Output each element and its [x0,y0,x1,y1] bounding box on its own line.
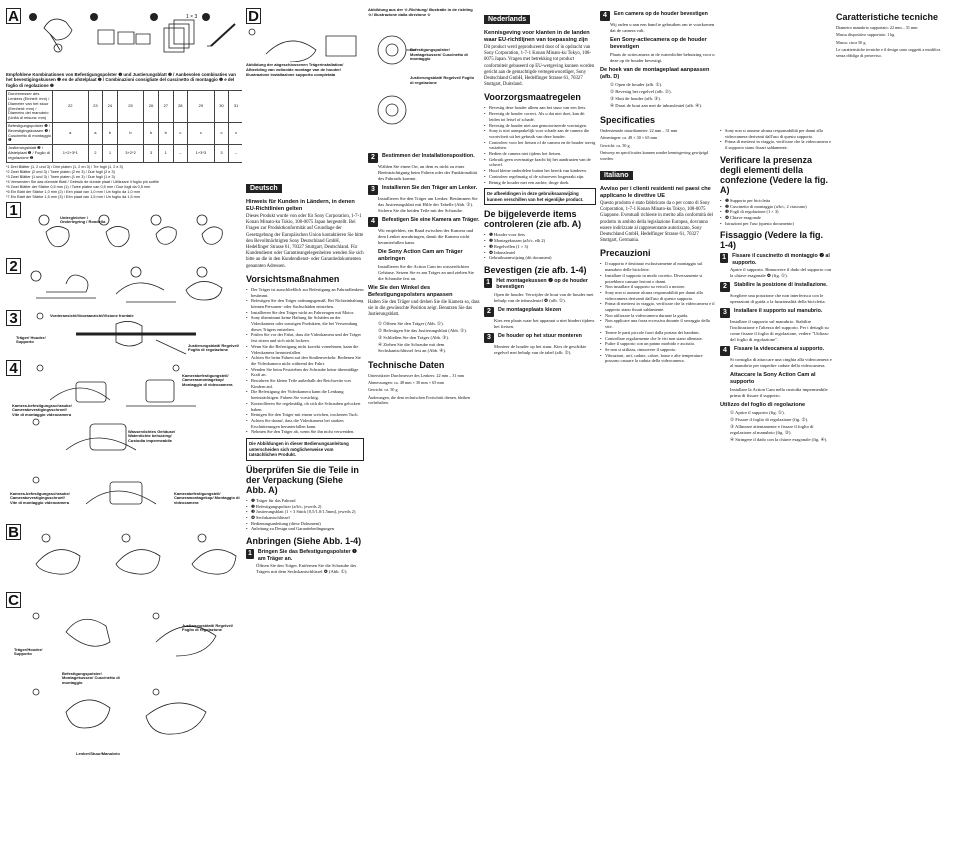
figure-d-label: D [246,8,261,24]
adjust-step: ④ Stringere il dado con la chiave esagonale (fig. ④). [730,437,828,443]
combination-table [6,90,242,162]
adjust-step: ① Öffnen Sie den Träger (Abb. ①). [378,320,444,326]
nl-contents-list [484,232,596,261]
holder-label: Träger/ Houder/ Supporto [16,334,46,345]
cell: 23 [88,91,103,123]
nl-eu-notice-title: Kennisgeving voor klanten in de landen waar EU-richtlijnen van toepassing zijn [484,30,590,43]
list-item: • Sony non si assume alcuna responsabilità per danni alla videocamera derivanti dall'uso di questo supporto. [720,128,832,139]
waterproof-case-label: Wasserdichtes Gehäuse/ Waterdichte behuizing/ Custodia impermeabile [128,428,176,443]
nl-adjust-title: De hoek van de montageplaat aanpassen (afb. D) [600,67,710,80]
spec-line: Diametro manubrio supportato: 22 mm – 31 mm [836,25,918,30]
spacer [246,77,364,177]
step-detail: Open de houder. Verwijder de bout van de houder met behulp van de inbussleutel ❹ (afb. ①). [494,291,594,303]
washer-label: Untergleicher / Onderlegring / Rondella [60,214,106,225]
list-item: • Kontrollieren Sie regelmäßig, ob sich die Schrauben gelockert haben. [246,401,364,412]
step-title: Het montagekussen ❷ op de houder bevestigen [496,277,588,291]
figure-c-label: C [6,592,21,608]
it-eu-notice-title: Avviso per i clienti residenti nei paesi che applicano le direttive UE [600,186,711,200]
nl-step-2 [484,307,596,317]
spec-line: Afmetingen: ca. 48 × 30 × 65 mm [600,135,658,141]
step-number: 3 [484,333,494,343]
step-title: Een camera op de houder bevestigen [614,11,708,17]
list-item: • Il supporto è destinato esclusivamente al montaggio sul manubrio delle biciclette. [600,261,716,272]
de-eu-notice-title: Hinweis für Kunden in Ländern, in denen EU-Richtlinien gelten [246,199,355,212]
cell: 1+3*3 [188,145,215,162]
nl-safety-list [484,105,596,185]
list-item: • ❷ Montagekussen (a/b/c, elk 2) [484,238,596,244]
step-detail: Aprire il supporto. Rimuovere il dado del supporto con la chiave esagonale ❹ (fig. ①). [730,267,832,279]
pad-label-c: Befestigungspolster/ Montagekussen/ Cuscinetto di montaggio [62,670,120,685]
figure-d-inset-label: Abbildung aus der ☆-Richtung/ Illustratie in de richting ☆/ Illustrazione dalla direzione ☆ [368,7,473,17]
list-item: • Non installare il supporto su veicoli a motore. [600,284,716,290]
step-number: 4 [600,11,610,21]
de-adjust-title: Wie Sie den Winkel des Befestigungspolsters anpassen [368,285,453,298]
de-step-3 [368,185,480,195]
step-number: 2 [368,153,378,163]
list-item: • Nehmen Sie den Träger ab, wenn Sie ihn nicht verwenden. [246,429,364,435]
figure-2 [6,258,242,310]
list-item: • ❸ Fogli di regolazione (1 × 3) [720,209,832,215]
step-number: 3 [720,308,730,318]
footnote: *2 Zwei Blätter (2 und 3) / Twee platen (2 en 3) / Due fogli (2 e 3) [6,169,115,174]
list-item: • Befestigen Sie den Träger ordnungsgemäß. Bei Nichteinhaltung können Personen- oder Sachschäden entstehen. [246,298,364,309]
list-item: • Istruzioni per l'uso (questo documento) [720,221,832,227]
figure-d-inset-illustration [368,30,478,150]
footnote: *5 Zwei Blätter der Stärke 0,5 mm (1) / Twee platen van 0,5 mm / Due fogli da 0,5 mm [6,184,151,189]
nl-safety-title: Voorzorgsmaatregelen [484,92,581,103]
cell: 22 [53,91,89,123]
figure-d-sheet-label: Justierungsblatt/ Regelvel/ Foglio di regolazione [410,75,475,85]
de-cam-title: Die Sony Action Cam am Träger anbringen [378,249,463,262]
step-detail: Wij raden u aan een band te gebruiken om te voorkomen dat de camera valt. [610,22,715,33]
cell: a [88,123,103,145]
step-number: 3 [368,185,378,195]
cell: 25 [117,91,144,123]
adjust-step: ② Befestigen Sie das Justierungsblatt (Abb. ②). [378,327,467,333]
list-item: • ❶ Träger für das Fahrrad [246,498,364,504]
list-item: • Controleer voor het fietsen of de camera en de houder stevig vastzitten. [484,140,596,151]
step-title: Bringen Sie das Befestigungspolster ❶ am Träger an. [257,549,357,562]
spec-line: Gewicht: ca. 50 g [600,142,630,148]
nl-note-box: De afbeeldingen in deze gebruiksaanwijzing kunnen verschillen van het eigenlijke product. [484,188,596,205]
camera-screw-label-2: Kamera-befestigungsschraube/ Camerabevestigingsschroef/ Vite di montaggio videocamera [10,490,70,505]
cell: 30 [214,91,229,123]
step-number: 4 [368,217,378,227]
list-item: • Gebruik geen overmatige kracht bij het aandraaien van de schroef. [484,157,596,168]
it-contents-list [720,198,832,227]
cell: 26 [144,91,159,123]
step-detail: Wählen Sie einen Ort, an dem es nicht zu einer Beeinträchtigung beim Fahren oder der Funktionalität des Fahrrads kommt. [378,164,478,181]
lang-tab-nederlands: Nederlands [484,15,530,24]
step-detail: Installieren Sie den Träger am Lenker. Bestimmen Sie das Justierungsblatt mit Hilfe der Tabelle (Abb. ②). Sichern Sie die beiden Teile mit der Schraube. [378,196,478,213]
adjust-step: ① Aprire il supporto (fig. ①). [730,410,785,416]
table-row [7,145,243,162]
list-item: • Non utilizzare la videocamera durante la guida. [600,313,716,319]
cell: 3 [214,145,229,162]
list-item: • Controleer regelmatig of de schroeven losgeraakt zijn. [484,174,596,180]
cell: 3 [144,145,159,162]
adjust-sheet-label: Justierungsblatt/ Regelvel/ Foglio di regolazione [188,342,239,353]
step-title: Bestimmen der Installationsposition. [382,153,475,159]
nl-eu-notice: Dit product werd geproduceerd door of in opdracht van Sony Corporation, 1-7-1 Konan Minato-ku Tokyo, 108-0075 Japan. Vragen met betrekking tot product conformiteit gebaseerd op EU-wetgeving kunnen worden gericht aan de gemachtigde vertegenwoordiger, Sony Deutschland GmbH, Hedelfinger Strasse 61, 70327 Stuttgart, Duitsland. [484,45,595,88]
cell: 27 [158,91,173,123]
list-item: • ❸ Regelvellen (1 × 3) [484,244,596,250]
sheet-label-c: Justierungsblatt/ Regelvel/ Foglio di regolazione [182,622,233,633]
spec-line: Le caratteristiche tecniche e il design sono soggetti a modifica senza obbligo di preavviso. [836,47,941,58]
italian-column-3 [836,8,948,128]
it-specs-title: Caratteristiche tecniche [836,12,939,22]
step-title: De houder op het stuur monteren [498,332,582,339]
spec-line: Ondersteunde stuurdiameter: 22 mm – 31 mm [600,128,678,133]
it-step-1 [720,253,832,266]
step-number: 2 [484,307,494,317]
list-item: • Installieren Sie den Träger nicht an Fahrzeugen mit Motor. [246,310,364,316]
nl-tech-title: Specificaties [600,115,656,125]
spec-line: Abmessungen: ca. 48 mm × 30 mm × 65 mm [368,380,444,386]
step-detail: Wir empfehlen, ein Band zwischen der Kamera und dem Lenker anzubringen, damit die Kamera nicht herunterfallen kann. [378,228,474,245]
list-item: • ❹ Sechskantschlüssel [246,515,364,521]
de-eu-notice: Dieses Produkt wurde von oder für Sony Corporation, 1-7-1 Konan Minato-ku Tokio, 108-0075 Japan hergestellt. Bei Fragen zur Produktkonformität auf Grundlage der Gesetzgebung der Europäischen Union kontaktieren Sie bitte den Bevollmächtigten Sony Deutschland GmbH, Hedelfinger Strasse 61, 70327 Stuttgart, Deutschland. Für Kundendienst oder Garantieangelegenheiten wenden Sie sich bitte an die in den Kundendienst- oder Garantiedokumenten genannten Adressen. [246,214,364,269]
cell: 1+2+3*1 [53,145,89,162]
camera-screw-label: Kamera-befestigungsschraube/ Camerabevestigingsschroef/ Vite di montaggio videocamera [12,402,72,417]
camera-mount-label: Kamerabefestigungsteil/ Camerasmontagekop/ Montaggio di videocamera [182,372,233,387]
list-item: • Achten Sie darauf, dass die Videokamera bei starken Erschütterungen herunterfallen kann. [246,418,364,429]
list-item: • Bewahren Sie kleine Teile außerhalb der Reichweite von Kindern auf. [246,378,364,389]
cell: b [158,123,173,145]
it-cam-title: Attaccare la Sony Action Cam al supporto [730,372,816,386]
list-item: • Der Träger ist ausschließlich zur Befestigung an Fahrradlenkern bestimmt. [246,287,364,298]
step-title: Installieren Sie den Träger am Lenker. [382,185,478,191]
cell: 29 [188,91,215,123]
adjust-step: ② Bevestig het regelvel (afb. ②). [610,89,672,94]
list-item: • Vibrazioni, urti, cadute, calore, basse e alte temperature possono causare la caduta della videocamera. [600,353,716,364]
step-title: Befestigen Sie eine Kamera am Träger. [382,217,480,223]
step2-illustration [6,258,242,310]
footnote: *6 Ein Blatt der Stärke 1,0 mm (2) / Eén plaat van 1,0 mm / Un foglio da 1,0 mm [6,189,141,194]
list-item: • Installare il supporto in modo corretto. Diversamente si potrebbero causare lesioni o danni. [600,273,716,284]
step-number: 2 [720,282,730,292]
footnote: *1 Drei Blätter (1, 2 und 3) / Drie platen (1, 2 en 3) / Tre fogli (1, 2 e 3) [6,164,123,169]
figure-b-illustration [6,524,242,588]
nl-step-4 [600,11,716,21]
footnote: *7 Ein Blatt der Stärke 1,5 mm (3) / Eén plaat van 1,5 mm / Un foglio da 1,5 mm [6,194,141,199]
row-head-sheet: Justierungsblatt ❷ / Afstelplaat ❷ / Foglio di regolazione ❷ [7,145,53,162]
de-contents-title: Überprüfen Sie die Teile in der Verpackung (Siehe Abb. A) [246,464,359,495]
cell: 1 [158,145,173,162]
it-extra-list [720,128,832,151]
step-number: 1 [484,278,492,288]
list-item: • ❶ Houder voor fiets [484,232,596,238]
list-item: • Sony is niet aansprakelijk voor schade aan de camera die voortvloeit uit het gebruik van deze houder. [484,128,596,139]
figure-1-label: 1 [6,202,21,218]
german-column-1 [246,8,364,843]
de-tech-title: Technische Daten [368,359,445,370]
figure-d-illustration [246,26,364,62]
list-item: • Sony übernimmt keine Haftung für Schäden an der Videokamera oder sonstigen Produkten, die bei Verwendung dieses Trägers entstehen. [246,315,364,332]
nl-mount-title: Bevestigen (zie afb. 1-4) [484,264,587,275]
step-number: 4 [720,346,730,356]
step-title: Fissare la videocamera al supporto. [734,346,825,353]
footnote: *4 Verwenden Sie das dünnste Blatt / Gebruik de dunste plaat / Utilizzare il foglio più sottile [6,179,159,184]
cell: 3+2*2 [117,145,144,162]
figure-3-label: 3 [6,310,21,326]
step-title: Stabilire la posizione di installazione. [734,282,828,289]
spec-line: Ontwerp en specificaties kunnen zonder kennisgeving gewijzigd worden. [600,150,709,161]
de-cam-text: Installieren Sie die Action Cam im wasserdichten Gehäuse. Setzen Sie es am Träger an und ziehen Sie die Schraube fest an. [378,264,474,281]
figure-d-pad-label: Befestigungspolster/ Montagekussen/ Cuscinetto di montaggio [410,47,468,62]
list-item: • ❷ Cuscinetto di montaggio (a/b/c, 2 ciascuno) [720,204,832,210]
list-item: • Reinig de houder met een zachte, droge doek. [484,180,596,186]
lang-tab-italiano: Italiano [600,171,633,180]
list-item: • Bevestig de houder correct. Als u dat niet doet, kan dit leiden tot letsel of schade. [484,111,596,122]
table-row [7,91,243,123]
step-detail: Monteer de houder op het stuur. Kies de geschikte regelvel met behulp van de tabel (afb. ②). [494,343,587,355]
list-item: • ❹ Chiave esagonale [720,215,832,221]
spec-line: Unterstützter Durchmesser des Lenkers: 22 mm – 31 mm [368,372,465,378]
adjust-step: ④ Ziehen Sie die Schraube mit dem Sechskantschlüssel fest an (Abb. ④). [378,341,447,353]
dutch-column-1 [484,8,596,843]
cell: 2 [88,145,103,162]
figure-3 [6,310,242,360]
list-item: • ❹ Inbussleutel [484,250,596,256]
figure-c-illustration [6,592,242,762]
figure-4-detail [6,474,242,522]
de-safety-title: Vorsichtsmaßnahmen [246,273,340,284]
lang-tab-deutsch: Deutsch [246,184,282,193]
figure-b [6,524,242,588]
de-step-2 [368,153,480,163]
adjust-step: ③ Allineare attentamente e fissare il foglio di regolazione al manubrio (fig. ③). [730,424,814,436]
adjust-step: ① Open de houder (afb. ①). [610,82,663,87]
list-item: • Bevestig deze houder alleen aan het stuur van een fiets. [484,105,596,111]
list-item: • Se non si utilizza, rimuovere il supporto. [600,347,716,353]
combo-heading: Empfohlene Kombinationen von Befestigungspolster ❶ und Justierungsblatt ❷ / Aanbevolen combinaties van het bevestigingskussen ❶ en de afstelplaat ❷ / Combinazioni consigliate del cuscinetto di montaggio ❶ e del foglio di regolazione ❷ [6,72,236,88]
it-adjust-title: Utilizzo del foglio di regolazione [720,402,806,409]
it-safety-title: Precauzioni [600,248,651,259]
cell: b [103,123,118,145]
step-detail: Scegliere una posizione che non interferisca con le operazioni di guida o la funzionalità della bicicletta. [730,293,826,305]
list-item: • ❸ Justierungsblatt (1 × 3 Stück [0,5/1,0/1,5mm], jeweils 2) [246,509,364,515]
list-item: • Reinigen Sie den Träger mit einem weichen, trockenen Tuch. [246,412,364,418]
nl-cam-title: Een Sony-actiecamera op de houder bevestigen [610,37,707,50]
footnotes [6,165,242,200]
parts-illustration [6,8,242,70]
de-mount-title: Anbringen (Siehe Abb. 1-4) [246,536,362,547]
step-title: Fissare il cuscinetto di montaggio ❷ al supporto. [732,253,830,266]
list-item: • Gebruiksaanwijzing (dit document) [484,255,596,261]
step1-illustration [6,206,242,258]
camera-mount-label-2: Kamerabefestigungsteil/ Cameramontagekop/ Montaggio di videocamera [174,490,240,505]
it-step-4 [720,346,832,356]
cell: 1 [103,145,118,162]
cell: b [144,123,159,145]
german-column-2 [368,150,480,840]
list-item: • Controllare regolarmente che le viti non siano allentate. [600,336,716,342]
de-step-4 [368,217,480,227]
cell: 24 [103,91,118,123]
parts-count: 1 × 3 [186,14,198,20]
cell: b [117,123,144,145]
it-mount-title: Fissaggio (Vedere la fig. 1-4) [720,230,824,251]
de-contents-list [246,498,364,532]
list-item: • Wenn Sie die Befestigung nicht korrekt vornehmen, kann die Videokamera herunterfallen. [246,344,364,355]
list-item: • Pulire il supporto con un panno morbido e asciutto. [600,341,716,347]
adjust-step: ④ Draai de bout aan met de inbussleutel (afb. ④). [610,103,703,108]
it-step-2 [720,282,832,292]
handlebar-label-c: Lenker/Stuur/Manubrio [76,750,120,756]
cell: – [173,145,188,162]
step-detail: Si consiglia di attaccare una cinghia alla videocamera e al manubrio per impedire cadute della videocamera. [730,357,832,369]
list-item: • Bevestig de houder niet aan gemotoriseerde voertuigen. [484,123,596,129]
spacer [720,8,832,128]
list-item: • Achten Sie beim Fahren auf den Straßenverkehr. Bedienen Sie die Videokamera nicht während der Fahrt. [246,355,364,366]
cell: a [53,123,89,145]
cell: – [229,145,242,162]
it-contents-title: Verificare la presenza degli elementi della confezione (Vedere la fig. A) [720,154,829,195]
nl-step-1 [484,278,596,291]
list-item: • Tenere le parti piccole fuori dalla portata dei bambini. [600,330,716,336]
nl-cam-text: Plaats de actiecamera in de waterdichte behuizing voor u deze op de houder bevestigt. [610,52,715,63]
it-step-3 [720,308,832,318]
spec-line: Massa dispositivo supportato: 1 kg [836,32,895,38]
footnote: *3 Zwei Blätter (1 und 3) / Twee platen (1 en 3) / Due fogli (1 e 3) [6,174,115,179]
de-adjust-text: Halten Sie den Träger und drehen Sie die Kamera so, dass sie in die gewünschte Position zeigt. Benutzen Sie das Justierungsblatt. [368,300,480,318]
step-title: De montageplaats kiezen [498,306,562,313]
list-item: • Bedien de camera niet tijdens het fietsen. [484,151,596,157]
de-safety-list [246,287,364,435]
list-item: • Prüfen Sie vor der Fahrt, dass die Videokamera und der Träger fest sitzen und sich nicht lockern. [246,332,364,343]
list-item: • Non applicare una forza eccessiva durante il serraggio della vite. [600,318,716,329]
cell: 31 [229,91,242,123]
list-item: • Bedienungsanleitung (diese Dokument) [246,521,364,527]
cell: 28 [173,91,188,123]
figure-c [6,592,242,762]
step-detail: Installare il supporto sul manubrio. Stabilire l'inclinazione e l'altezza del supporto. Per i dettagli su come fissare il foglio di regolazione, vedere "Utilizzo del foglio di regolazione". [730,319,829,343]
figure-b-label: B [6,524,21,540]
figure-2-label: 2 [6,258,21,274]
front-view-label: Vorderansicht/Vooraanzicht/Visione frontale [50,312,134,318]
de-note-box: Die Abbildungen in dieser Bedienungsanleitung unterscheiden sich möglicherweise vom tatsächlichen Produkt. [246,438,364,461]
step-title: Installare il supporto sul manubrio. [734,308,823,315]
figure-4-label: 4 [6,360,21,376]
nl-contents-title: De bijgeleverde items controleren (zie afb. A) [484,209,582,230]
it-cam-text: Installare la Action Cam nella custodia impermeabile prima di fissare il supporto. [730,387,828,399]
list-item: • Sony non si assume alcuna responsabilità per danni alla videocamera derivanti dall'uso di questo supporto. [600,290,716,301]
step-number: 1 [247,550,252,558]
figure-a-label: A [6,8,21,24]
list-item: • Anleitung zu Design und Garantiebedingungen [246,526,364,532]
cell: c [214,123,229,145]
list-item: • Die Befestigung der Videokamera kann die Lenkung beeinträchtigen. Fahren Sie vorsichtig. [246,389,364,400]
table-row [7,123,243,145]
adjust-step: ③ Sluit de houder (afb. ③). [610,96,661,101]
row-head-diameter: Durchmesser des Lenkers (Einheit: mm) / Diameter van het stuur (Eenheid: mm) / Diametro del manubrio (Unità di misura: mm) [7,91,53,123]
de-step-1 [246,549,364,562]
cell: c [173,123,188,145]
step-detail: Öffnen Sie den Träger. Entfernen Sie die Schraube des Trägers mit dem Sechskantschlüssel ❹ (Abb. ①). [256,563,357,575]
list-item: • Houd kleine onderdelen buiten het bereik van kinderen. [484,168,596,174]
list-item: • Prima di mettersi in viaggio, verificare che la videocamera e il supporto siano fissati saldamente. [720,139,832,150]
dutch-column-2 [600,8,716,843]
adjust-step: ③ Schließen Sie den Träger (Abb. ③). [378,334,450,340]
holder-label-c: Träger/Houder/ Supporto [14,646,43,657]
nl-step-3 [484,333,596,343]
it-eu-notice: Questo prodotto è stato fabbricato da o per conto di Sony Corporation, 1-7-1 Konan Minato-ku Tokyo, 108-0075 Giappone. Eventuali richieste in merito alla conformità del prodotto in ambito della legislazione Europea, dovranno essere indirizzate al rappresentante autorizzato, Sony Deutschland GmbH, Hedelfinger Strasse 61, 70327 Stuttgart, Germania. [600,201,713,244]
cell: c [229,123,242,145]
cell: c [188,123,215,145]
italian-column-2 [720,8,832,843]
figure-4 [6,360,242,474]
list-item: • ❶ Supporto per bicicletta [720,198,832,204]
figure-d-caption: Abbildung der abgeschlossenen Trägerinstallation/ Afbeelding van voltooide montage van de houder/ Illustrazione installazione supporto completata [246,62,344,77]
spec-line: Massa: circa 50 g [836,39,866,45]
list-item: • Prima di mettersi in viaggio, verificare che la videocamera e il supporto siano fissati saldamente. [600,301,716,312]
list-item: • Wenden Sie beim Festziehen der Schraube keine übermäßige Kraft an. [246,367,364,378]
step-detail: Kies een plaats waar het apparaat u niet hindert tijdens het fietsen. [494,317,595,329]
list-item: • ❷ Befestigungspolster (a/b/c, jeweils 2) [246,504,364,510]
row-head-pad: Befestigungspolster ❶ / Bevestigingskussen ❶ / Cuscinetto di montaggio ❶ [7,123,53,145]
figure-column [6,8,242,843]
adjust-step: ② Fissare il foglio di regolazione (fig. ②). [730,417,809,423]
it-safety-list [600,261,716,364]
figure-a [6,8,242,70]
spec-line: Änderungen, die dem technischen Fortschritt dienen, bleiben vorbehalten. [368,394,471,406]
figure-1 [6,201,242,258]
step-number: 1 [720,253,728,263]
spec-line: Gewicht: ca. 50 g [368,387,398,393]
